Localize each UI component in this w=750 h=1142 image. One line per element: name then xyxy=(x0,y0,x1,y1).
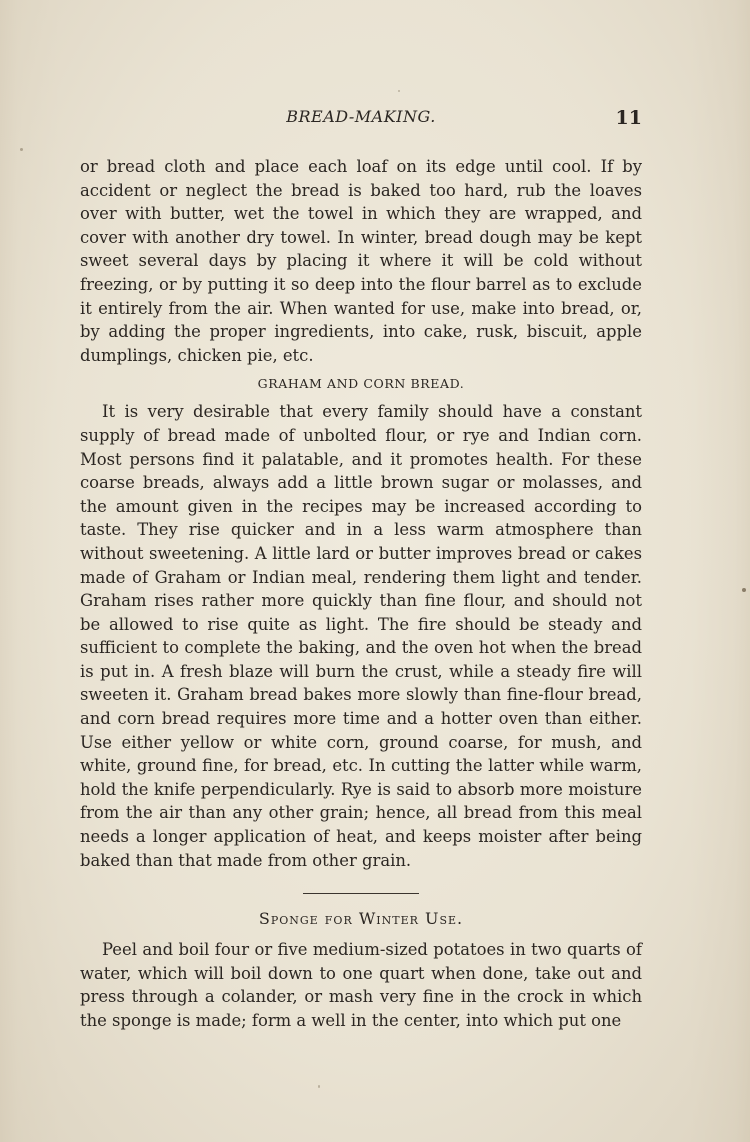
paper-speck xyxy=(20,148,23,151)
sponge-paragraph: Peel and boil four or five medium-sized potatoes in two quarts of water, which will boil down to one quart when done, take out and press through a colander, or mash very fine in the crock in which the sponge is made; form a well in the center, into which put one xyxy=(80,940,642,1030)
paper-speck xyxy=(742,588,746,592)
section-divider xyxy=(303,893,419,894)
page-number: 11 xyxy=(615,107,642,129)
graham-paragraph: It is very desirable that every family should have a constant supply of bread made of unbolted flour, or rye and Indian corn. Most persons find it palatable, and it promotes health. For these coarse breads, always add a little brown sugar or molasses, and the amount given in the recipes may be increased according to taste. They rise quicker and in a less warm atmosphere than without sweetening. A little lard or butter improves bread or cakes made of Graham or Indian meal, rendering them light and tender. Graham rises rather more quickly than fine flour, and should not be allowed to rise quite as light. The fire should be steady and sufficient to complete the baking, and the oven hot when the bread is put in. A fresh blaze will burn the crust, while a steady fire will sweeten it. Graham bread bakes more slowly than fine-flour bread, and corn bread requires more time and a hotter oven than either. Use either yellow or white corn, ground coarse, for mush, and white, ground fine, for bread, etc. In cutting the latter while warm, hold the knife perpendicularly. Rye is said to absorb more moisture from the air than any other grain; hence, all bread from this meal needs a longer application of heat, and keeps moister after being baked than that made from other grain. xyxy=(80,402,642,870)
continuation-paragraph: or bread cloth and place each loaf on its edge until cool. If by accident or neglect the bread is baked too hard, rub the loaves over with butter, wet the towel in which they are wrapped, and cover with another dry towel. In winter, bread dough may be kept sweet several days by placing it where it will be cold without freezing, or by putting it so deep into the flour barrel as to exclude it entirely from the air. When wanted for use, make into bread, or, by adding the proper ingredients, into cake, rusk, biscuit, apple dumplings, chicken pie, etc. xyxy=(80,157,642,365)
running-head xyxy=(80,107,642,135)
paper-speck xyxy=(318,1085,320,1088)
running-title: BREAD-MAKING. xyxy=(286,107,436,126)
page-content xyxy=(80,155,642,1033)
section-heading-graham: GRAHAM AND CORN BREAD. xyxy=(257,376,465,392)
paper-speck xyxy=(398,90,400,92)
section-heading-sponge: Sponge for Winter Use. xyxy=(258,909,464,929)
